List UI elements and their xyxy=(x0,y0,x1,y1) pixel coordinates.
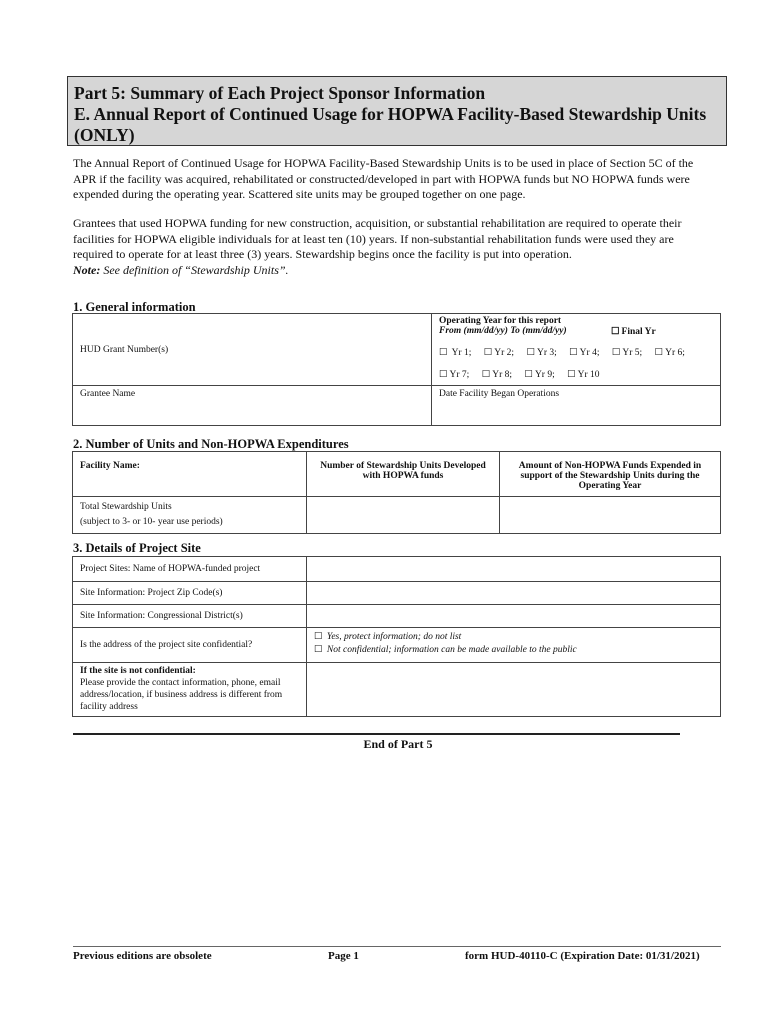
year-checkboxes-row-1 xyxy=(439,347,713,358)
checkbox-icon: ☐ xyxy=(439,348,448,358)
intro-paragraph-2-text: Grantees that used HOPWA funding for new construction, acquisition, or substantial rehabilitation are required to operate their facilities for HOPWA eligible individuals for at least ten (10) years. If non-substantial rehabilitation funds were used they are required to operate for at least three (3) years. Stewardship begins once the facility is put into operation. xyxy=(73,216,682,261)
contact-info-label-cell xyxy=(73,663,307,717)
congressional-district-label: Site Information: Congressional District(s) xyxy=(80,611,243,621)
confidential-question-cell xyxy=(73,628,307,663)
year-checkboxes-row-2 xyxy=(439,369,713,380)
option-yes-checkbox[interactable] xyxy=(314,631,713,644)
project-name-input-cell[interactable] xyxy=(307,557,721,582)
date-facility-began-cell[interactable] xyxy=(432,386,721,426)
yr-5-label: Yr 5; xyxy=(622,348,643,358)
section-3-title: 3. Details of Project Site xyxy=(73,541,201,555)
checkbox-icon: ☐ xyxy=(611,327,620,337)
checkbox-icon: ☐ xyxy=(524,370,533,380)
operating-year-from-to: From (mm/dd/yy) To (mm/dd/yy) xyxy=(439,326,567,336)
hud-grant-number-cell[interactable] xyxy=(73,314,432,386)
yr-8-checkbox[interactable] xyxy=(482,369,512,380)
hud-grant-number-label: HUD Grant Number(s) xyxy=(80,344,169,355)
congressional-district-input-cell[interactable] xyxy=(307,605,721,628)
total-stewardship-units-label: Total Stewardship Units xyxy=(80,502,172,512)
stewardship-units-value-cell[interactable] xyxy=(307,497,500,534)
contact-info-input-cell[interactable] xyxy=(307,663,721,717)
project-name-label-cell xyxy=(73,557,307,582)
end-of-part-label: End of Part 5 xyxy=(363,737,433,751)
checkbox-icon: ☐ xyxy=(569,348,578,358)
checkbox-icon: ☐ xyxy=(481,370,491,380)
not-confidential-title: If the site is not confidential: xyxy=(80,666,196,676)
zip-code-label: Site Information: Project Zip Code(s) xyxy=(80,588,223,598)
congressional-district-label-cell xyxy=(73,605,307,628)
yr-5-checkbox[interactable] xyxy=(612,347,642,358)
checkbox-icon: ☐ xyxy=(439,370,448,380)
option-no-label: Not confidential; information can be made available to the public xyxy=(326,645,577,655)
project-name-label: Project Sites: Name of HOPWA-funded project xyxy=(80,564,261,574)
yr-3-label: Yr 3; xyxy=(536,348,557,358)
header-line-1: Part 5: Summary of Each Project Sponsor Information xyxy=(74,83,486,103)
use-period-note: (subject to 3- or 10- year use periods) xyxy=(80,517,223,527)
checkbox-icon: ☐ xyxy=(314,632,323,642)
yr-2-checkbox[interactable] xyxy=(484,347,514,358)
note-label: Note: xyxy=(73,262,101,277)
operating-year-cell xyxy=(432,314,721,386)
footer-form-number: form HUD-40110-C (Expiration Date: 01/31/2021) xyxy=(465,950,700,962)
intro-paragraph-1: The Annual Report of Continued Usage for HOPWA Facility-Based Stewardship Units is to be used in place of Section 5C of the APR if the facility was acquired, rehabilitated or constructed/developed in part with HOPWA funds but NO HOPWA funds were expended during the operating year. Scattered site units may be grouped together on one page. xyxy=(73,156,694,201)
yr-9-label: Yr 9; xyxy=(534,370,555,380)
footer-page-number: Page 1 xyxy=(328,950,359,962)
checkbox-icon: ☐ xyxy=(314,645,323,655)
checkbox-icon: ☐ xyxy=(483,348,493,358)
confidential-question-label: Is the address of the project site confidential? xyxy=(80,640,253,650)
zip-code-input-cell[interactable] xyxy=(307,582,721,605)
yr-6-checkbox[interactable] xyxy=(655,347,685,358)
yr-10-checkbox[interactable] xyxy=(567,369,599,380)
note-text: See definition of “Stewardship Units”. xyxy=(100,262,289,277)
footer-divider xyxy=(73,946,721,947)
date-facility-began-label: Date Facility Began Operations xyxy=(439,389,560,399)
stewardship-units-header: Number of Stewardship Units Developed with HOPWA funds xyxy=(307,452,500,497)
checkbox-icon: ☐ xyxy=(526,348,535,358)
yr-2-label: Yr 2; xyxy=(494,348,515,358)
header-line-3: (ONLY) xyxy=(74,125,135,145)
yr-8-label: Yr 8; xyxy=(492,370,513,380)
yr-4-label: Yr 4; xyxy=(579,348,600,358)
intro-paragraph-2 xyxy=(73,216,713,278)
units-expenditures-table xyxy=(72,451,721,534)
yr-7-label: Yr 7; xyxy=(449,370,470,380)
checkbox-icon: ☐ xyxy=(611,348,621,358)
grantee-name-label: Grantee Name xyxy=(80,389,136,399)
header-line-2: E. Annual Report of Continued Usage for HOPWA Facility-Based Stewardship Units xyxy=(74,104,707,124)
not-confidential-instructions: Please provide the contact information, phone, email address/location, if business address is different from facility address xyxy=(80,678,283,712)
project-site-table xyxy=(72,556,721,717)
operating-year-title: Operating Year for this report xyxy=(439,316,562,326)
yr-3-checkbox[interactable] xyxy=(526,347,556,358)
confidential-options-cell xyxy=(307,628,721,663)
yr-1-label: Yr 1; xyxy=(451,348,472,358)
non-hopwa-funds-value-cell[interactable] xyxy=(500,497,721,534)
yr-1-checkbox[interactable] xyxy=(439,347,471,358)
grantee-name-cell[interactable] xyxy=(73,386,432,426)
checkbox-icon: ☐ xyxy=(654,348,664,358)
checkbox-icon: ☐ xyxy=(567,370,576,380)
non-hopwa-funds-header: Amount of Non-HOPWA Funds Expended in support of the Stewardship Units during the Operating Year xyxy=(500,452,721,497)
yr-4-checkbox[interactable] xyxy=(569,347,599,358)
facility-name-label: Facility Name: xyxy=(80,461,140,471)
end-divider xyxy=(73,733,680,735)
final-yr-label: Final Yr xyxy=(621,327,656,337)
yr-6-label: Yr 6; xyxy=(665,348,685,358)
part-header xyxy=(67,76,727,146)
yr-9-checkbox[interactable] xyxy=(524,369,554,380)
option-yes-label: Yes, protect information; do not list xyxy=(326,632,462,642)
section-1-title: 1. General information xyxy=(73,300,196,314)
section-2-title: 2. Number of Units and Non-HOPWA Expenditures xyxy=(73,437,349,451)
zip-code-label-cell xyxy=(73,582,307,605)
yr-10-label: Yr 10 xyxy=(577,370,600,380)
general-information-table xyxy=(72,313,721,426)
final-yr-checkbox[interactable] xyxy=(611,326,656,337)
yr-7-checkbox[interactable] xyxy=(439,369,469,380)
total-stewardship-units-label-cell xyxy=(73,497,307,534)
option-no-checkbox[interactable] xyxy=(314,644,713,657)
footer-obsolete-note: Previous editions are obsolete xyxy=(73,950,212,962)
facility-name-header[interactable] xyxy=(73,452,307,497)
